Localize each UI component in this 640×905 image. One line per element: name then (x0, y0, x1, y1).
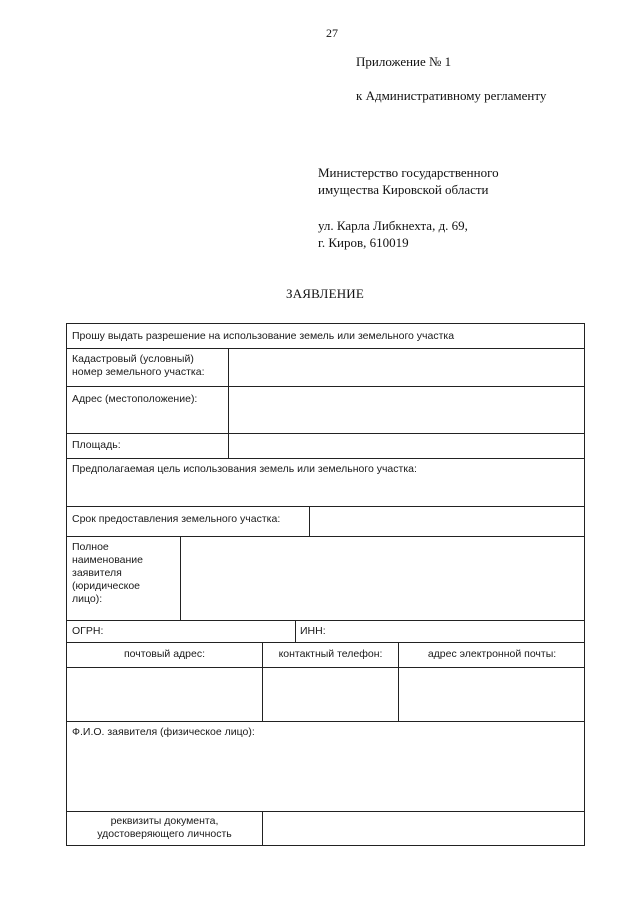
addressee-line-4: г. Киров, 610019 (318, 235, 409, 250)
application-form-table (66, 323, 585, 846)
addressee-line-2: имущества Кировской области (318, 182, 489, 197)
ogrn-label: ОГРН: (72, 625, 104, 637)
inn-label: ИНН: (300, 625, 326, 637)
request-statement: Прошу выдать разрешение на использование земель или земельного участка (72, 330, 455, 342)
id-doc-label-line-1: реквизиты документа, (110, 815, 219, 827)
ogrn-field[interactable] (107, 621, 293, 642)
postal-address-header: почтовый адрес: (123, 648, 206, 660)
term-label: Срок предоставления земельного участка: (72, 513, 281, 525)
document-title: ЗАЯВЛЕНИЕ (286, 286, 365, 301)
id-document-label (67, 815, 262, 841)
addressee-line-1: Министерство государственного (318, 165, 499, 180)
area-label: Площадь: (72, 439, 121, 451)
fullname-label-line-2: наименование (72, 554, 144, 566)
person-fullname-label: Ф.И.О. заявителя (физическое лицо): (72, 726, 255, 738)
person-fullname-field[interactable] (67, 740, 585, 811)
fullname-label-line-5: лицо): (72, 593, 103, 605)
appendix-subtitle: к Административному регламенту (356, 88, 547, 103)
postal-address-field[interactable] (67, 668, 262, 721)
area-field[interactable] (229, 434, 585, 458)
id-doc-label-line-2: удостоверяющего личность (97, 828, 232, 840)
purpose-field[interactable] (67, 477, 585, 506)
email-field[interactable] (399, 668, 585, 721)
contact-phone-field[interactable] (263, 668, 398, 721)
purpose-label: Предполагаемая цель использования земель или земельного участка: (72, 463, 417, 475)
addressee-name (318, 164, 499, 198)
appendix-title: Приложение № 1 (356, 54, 452, 69)
email-header: адрес электронной почты: (427, 648, 557, 660)
applicant-fullname-field[interactable] (181, 537, 585, 620)
addressee-line-3: ул. Карла Либкнехта, д. 69, (318, 218, 468, 233)
addressee-address (318, 217, 468, 251)
cadastral-label-line-2: номер земельного участка: (72, 366, 205, 378)
cadastral-number-label (72, 353, 205, 379)
page-number: 27 (326, 26, 338, 40)
address-label: Адрес (местоположение): (72, 393, 198, 405)
term-field[interactable] (310, 507, 585, 536)
applicant-fullname-label (72, 541, 143, 606)
fullname-label-line-3: заявителя (72, 567, 122, 579)
id-document-field[interactable] (263, 812, 585, 846)
address-field[interactable] (229, 387, 585, 433)
fullname-label-line-4: (юридическое (72, 580, 141, 592)
contact-phone-header: контактный телефон: (278, 648, 383, 660)
cadastral-number-field[interactable] (229, 349, 585, 386)
fullname-label-line-1: Полное (72, 541, 109, 553)
cadastral-label-line-1: Кадастровый (условный) (72, 353, 194, 365)
inn-field[interactable] (332, 621, 585, 642)
